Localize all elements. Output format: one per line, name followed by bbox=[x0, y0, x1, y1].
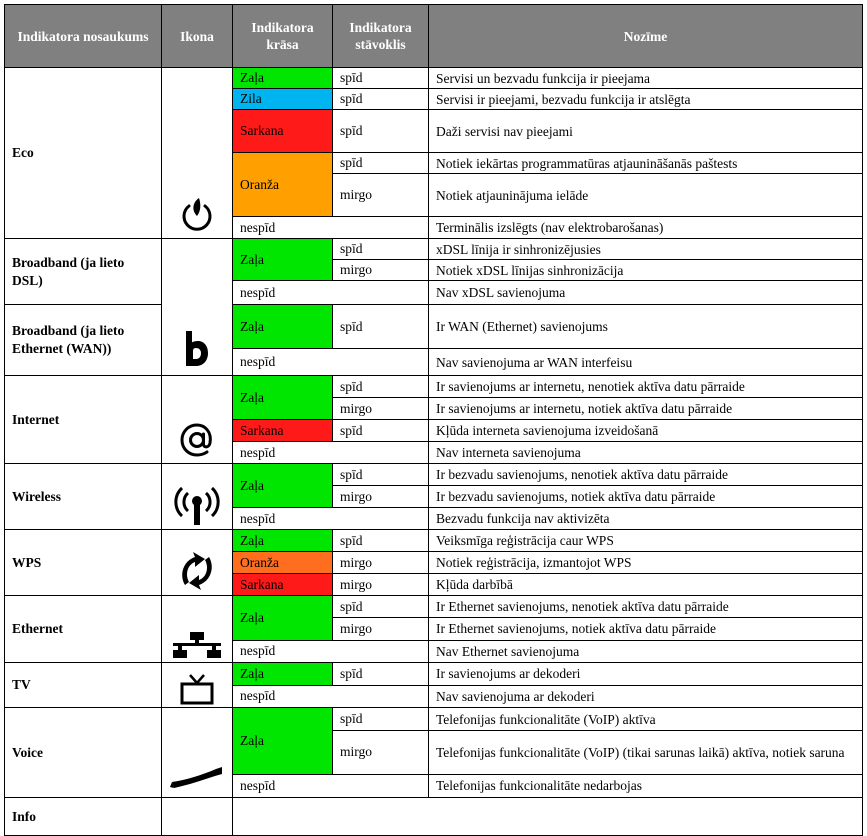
led-color-eco-red: Sarkana bbox=[233, 110, 333, 153]
led-state: spīd bbox=[333, 68, 429, 89]
led-state: nespīd bbox=[233, 640, 429, 662]
led-meaning: Nav Ethernet savienojuma bbox=[429, 640, 863, 662]
indicator-name-info: Info bbox=[5, 798, 162, 836]
icon-cell-wireless bbox=[162, 464, 233, 530]
led-state: nespīd bbox=[233, 508, 429, 530]
led-meaning: Telefonijas funkcionalitāte (VoIP) aktīva bbox=[429, 708, 863, 731]
led-meaning: Ir savienojums ar internetu, nenotiek aktīva datu pārraide bbox=[429, 376, 863, 398]
indicator-name-voice: Voice bbox=[5, 708, 162, 798]
broadband-icon bbox=[183, 329, 211, 369]
ethernet-icon bbox=[172, 631, 222, 659]
led-color-eco-orange: Oranža bbox=[233, 153, 333, 217]
icon-cell-eco bbox=[162, 68, 233, 239]
led-state: nespīd bbox=[233, 281, 429, 305]
icon-cell-internet bbox=[162, 376, 233, 464]
led-color-green: Zaļa bbox=[233, 376, 333, 420]
led-state: mirgo bbox=[333, 731, 429, 774]
led-state: spīd bbox=[333, 420, 429, 442]
wps-icon bbox=[177, 549, 217, 593]
led-color-green: Zaļa bbox=[233, 464, 333, 508]
header-row bbox=[5, 5, 863, 68]
led-state: nespīd bbox=[233, 774, 429, 797]
wireless-icon bbox=[173, 487, 221, 527]
led-state: mirgo bbox=[333, 398, 429, 420]
led-state: nespīd bbox=[233, 217, 429, 239]
indicator-name-broadband-dsl: Broadband (ja lieto DSL) bbox=[5, 239, 162, 305]
indicator-name-tv: TV bbox=[5, 663, 162, 708]
indicator-name-wireless: Wireless bbox=[5, 464, 162, 530]
led-state: mirgo bbox=[333, 260, 429, 281]
icon-cell-wps bbox=[162, 530, 233, 596]
phone-icon bbox=[170, 765, 224, 789]
led-meaning: Kļūda darbībā bbox=[429, 574, 863, 596]
led-state: spīd bbox=[333, 239, 429, 260]
led-meaning: Ir savienojums ar internetu, notiek aktīva datu pārraide bbox=[429, 398, 863, 420]
indicator-name-internet: Internet bbox=[5, 376, 162, 464]
table-row bbox=[5, 305, 863, 349]
led-color-green: Zaļa bbox=[233, 239, 333, 281]
led-state: spīd bbox=[333, 153, 429, 174]
led-state: mirgo bbox=[333, 174, 429, 217]
led-color-green: Zaļa bbox=[233, 708, 333, 775]
led-meaning: Nav savienojuma ar WAN interfeisu bbox=[429, 349, 863, 376]
led-state: spīd bbox=[333, 663, 429, 686]
led-state: spīd bbox=[333, 464, 429, 486]
tv-icon bbox=[179, 673, 215, 705]
led-state: mirgo bbox=[333, 486, 429, 508]
led-indicator-table bbox=[4, 4, 863, 836]
table-row bbox=[5, 68, 863, 89]
table-row bbox=[5, 376, 863, 398]
header-name: Indikatora nosaukums bbox=[5, 5, 162, 68]
indicator-name-ethernet: Ethernet bbox=[5, 596, 162, 663]
led-meaning: Ir bezvadu savienojums, nenotiek aktīva datu pārraide bbox=[429, 464, 863, 486]
led-state: spīd bbox=[333, 89, 429, 110]
indicator-name-wps: WPS bbox=[5, 530, 162, 596]
led-state: mirgo bbox=[333, 618, 429, 640]
led-meaning: xDSL līnija ir sinhronizējusies bbox=[429, 239, 863, 260]
icon-cell-voice bbox=[162, 708, 233, 798]
led-color-green: Zaļa bbox=[233, 530, 333, 552]
icon-cell-ethernet bbox=[162, 596, 233, 663]
led-state: spīd bbox=[333, 530, 429, 552]
led-meaning: Nav interneta savienojuma bbox=[429, 442, 863, 464]
power-icon bbox=[177, 194, 217, 234]
led-meaning: Ir WAN (Ethernet) savienojums bbox=[429, 305, 863, 349]
led-meaning: Notiek iekārtas programmatūras atjaunināšanās paštests bbox=[429, 153, 863, 174]
led-state: nespīd bbox=[233, 685, 429, 708]
led-color-green: Zaļa bbox=[233, 305, 333, 349]
led-meaning: Servisi ir pieejami, bezvadu funkcija ir atslēgta bbox=[429, 89, 863, 110]
led-meaning: Servisi un bezvadu funkcija ir pieejama bbox=[429, 68, 863, 89]
header-icon: Ikona bbox=[162, 5, 233, 68]
icon-cell-broadband bbox=[162, 239, 233, 376]
table-row bbox=[5, 798, 863, 836]
led-color-orange: Oranža bbox=[233, 552, 333, 574]
led-meaning: Daži servisi nav pieejami bbox=[429, 110, 863, 153]
led-meaning: Bezvadu funkcija nav aktivizēta bbox=[429, 508, 863, 530]
led-state: spīd bbox=[333, 708, 429, 731]
table-row bbox=[5, 663, 863, 686]
led-color-eco-green: Zaļa bbox=[233, 68, 333, 89]
led-state: spīd bbox=[333, 376, 429, 398]
led-meaning: Telefonijas funkcionalitāte (VoIP) (tikai sarunas laikā) aktīva, notiek saruna bbox=[429, 731, 863, 774]
indicator-name-broadband-ethernet: Broadband (ja lieto Ethernet (WAN)) bbox=[5, 305, 162, 376]
table-row bbox=[5, 464, 863, 486]
header-state: Indikatora stāvoklis bbox=[333, 5, 429, 68]
led-color-red: Sarkana bbox=[233, 420, 333, 442]
led-meaning: Nav savienojuma ar dekoderi bbox=[429, 685, 863, 708]
led-meaning: Telefonijas funkcionalitāte nedarbojas bbox=[429, 774, 863, 797]
header-meaning: Nozīme bbox=[429, 5, 863, 68]
header-color: Indikatora krāsa bbox=[233, 5, 333, 68]
led-color-eco-blue: Zila bbox=[233, 89, 333, 110]
led-meaning: Ir Ethernet savienojums, nenotiek aktīva datu pārraide bbox=[429, 596, 863, 618]
at-sign-icon bbox=[177, 420, 217, 460]
indicator-name-eco: Eco bbox=[5, 68, 162, 239]
table-row bbox=[5, 530, 863, 552]
led-meaning: Ir savienojums ar dekoderi bbox=[429, 663, 863, 686]
led-color-green: Zaļa bbox=[233, 663, 333, 686]
led-meaning: Notiek reģistrācija, izmantojot WPS bbox=[429, 552, 863, 574]
led-meaning: Kļūda interneta savienojuma izveidošanā bbox=[429, 420, 863, 442]
table-row bbox=[5, 239, 863, 260]
led-color-red: Sarkana bbox=[233, 574, 333, 596]
icon-cell-info bbox=[162, 798, 233, 836]
led-meaning: Nav xDSL savienojuma bbox=[429, 281, 863, 305]
led-meaning: Ir bezvadu savienojums, notiek aktīva datu pārraide bbox=[429, 486, 863, 508]
led-meaning: Ir Ethernet savienojums, notiek aktīva datu pārraide bbox=[429, 618, 863, 640]
info-empty-cell bbox=[233, 798, 863, 836]
icon-cell-tv bbox=[162, 663, 233, 708]
led-state: mirgo bbox=[333, 552, 429, 574]
led-state: mirgo bbox=[333, 574, 429, 596]
table-row bbox=[5, 596, 863, 618]
led-state: nespīd bbox=[233, 349, 429, 376]
led-state: spīd bbox=[333, 305, 429, 349]
led-meaning: Notiek xDSL līnijas sinhronizācija bbox=[429, 260, 863, 281]
led-state: spīd bbox=[333, 110, 429, 153]
led-meaning: Veiksmīga reģistrācija caur WPS bbox=[429, 530, 863, 552]
led-state: nespīd bbox=[233, 442, 429, 464]
table-row bbox=[5, 708, 863, 731]
led-color-green: Zaļa bbox=[233, 596, 333, 641]
led-state: spīd bbox=[333, 596, 429, 618]
led-meaning: Terminālis izslēgts (nav elektrobarošanas) bbox=[429, 217, 863, 239]
led-meaning: Notiek atjauninājuma ielāde bbox=[429, 174, 863, 217]
